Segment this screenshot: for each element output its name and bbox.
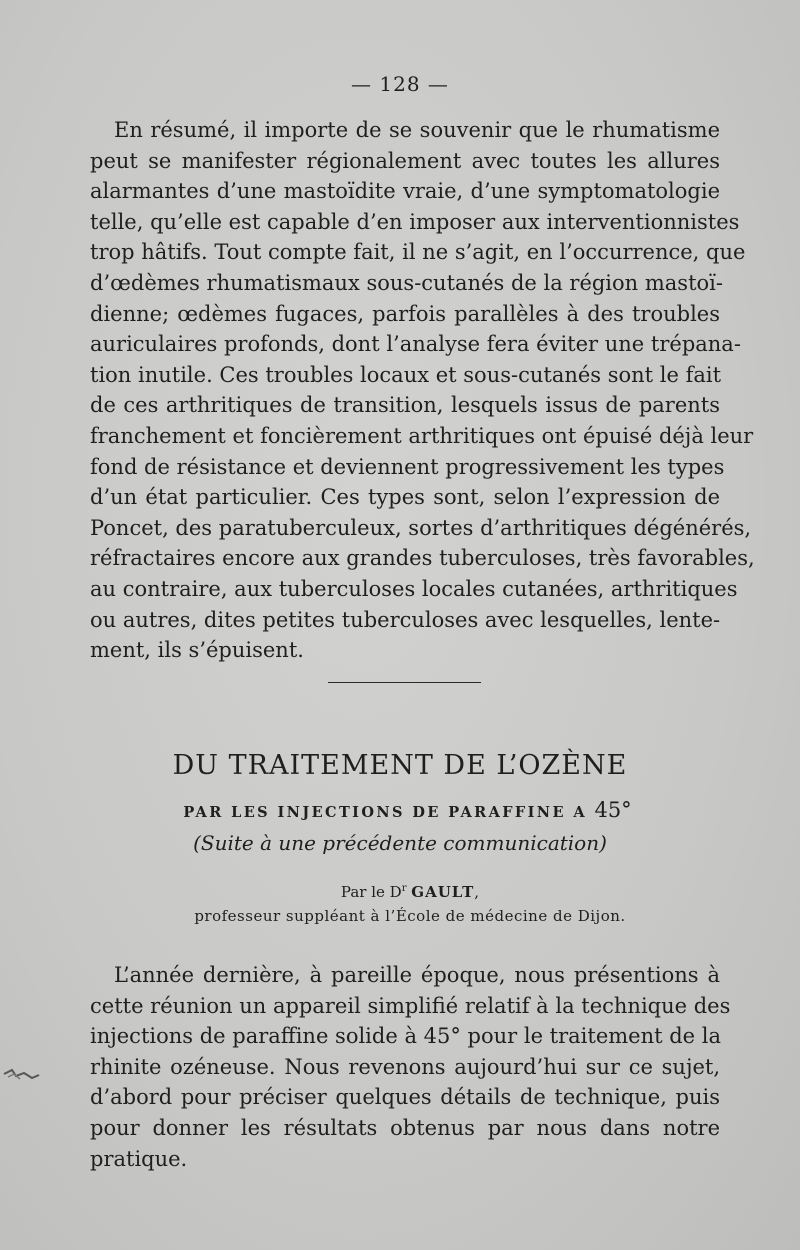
subtitle-text: PAR LES INJECTIONS DE PARAFFINE A: [183, 804, 587, 821]
text-line: de ces arthritiques de transition, lesquels issus de parents: [90, 393, 720, 418]
text-line: d’un état particulier. Ces types sont, selon l’expression de: [90, 485, 720, 510]
text-line: fond de résistance et deviennent progressivement les types: [90, 454, 725, 479]
text-line: d’œdèmes rhumatismaux sous-cutanés de la région mastoï-: [90, 270, 723, 295]
text-line: dienne; œdèmes fugaces, parfois parallèles à des troubles: [90, 301, 720, 326]
text-line: trop hâtifs. Tout compte fait, il ne s’agit, en l’occurrence, que: [90, 240, 746, 265]
text-line: tion inutile. Ces troubles locaux et sous-cutanés sont le fait: [90, 362, 722, 387]
section-divider: [328, 682, 481, 683]
author-line: [0, 883, 800, 901]
author-name: GAULT: [411, 883, 475, 901]
text-line: L’année dernière, à pareille époque, nous présentions à: [114, 963, 720, 987]
text-line: telle, qu’elle est capable d’en imposer aux interventionnistes: [90, 209, 740, 234]
text-line: peut se manifester régionalement avec toutes les allures: [90, 148, 720, 173]
paragraph-ozena-intro: [90, 960, 731, 1174]
author-affiliation: professeur suppléant à l’École de médecine de Dijon.: [194, 907, 626, 925]
article-title: DU TRAITEMENT DE L’OZÈNE: [172, 750, 628, 781]
page-number: — 128 —: [351, 72, 449, 96]
paragraph-rheumatism-summary: [90, 115, 755, 666]
text-line: cette réunion un appareil simplifié relatif à la technique des: [90, 993, 731, 1018]
text-line: pratique.: [90, 1146, 188, 1171]
text-line: ou autres, dites petites tuberculoses avec lesquelles, lente-: [90, 607, 721, 632]
text-line: réfractaires encore aux grandes tuberculoses, très favorables,: [90, 546, 755, 571]
text-line: au contraire, aux tuberculoses locales cutanées, arthritiques: [90, 576, 738, 601]
text-line: injections de paraffine solide à 45° pour le traitement de la: [90, 1024, 722, 1049]
article-note: (Suite à une précédente communication): [193, 831, 607, 855]
text-line: ment, ils s’épuisent.: [90, 638, 304, 663]
text-line: d’abord pour préciser quelques détails de technique, puis: [90, 1085, 720, 1110]
author-prefix: Par le D: [340, 883, 402, 901]
text-line: franchement et foncièrement arthritiques ont épuisé déjà leur: [90, 423, 754, 448]
text-line: pour donner les résultats obtenus par nous dans notre: [90, 1115, 720, 1140]
author-suffix: ,: [474, 883, 480, 901]
text-line: En résumé, il importe de se souvenir que le rhumatisme: [114, 118, 720, 142]
text-line: auriculaires profonds, dont l’analyse fera éviter une trépana-: [90, 332, 741, 357]
author-title-sup: r: [401, 883, 407, 894]
subtitle-temperature: 45°: [594, 798, 632, 822]
ink-smudge-mark: [2, 1062, 42, 1084]
text-line: alarmantes d’une mastoïdite vraie, d’une symptomatologie: [90, 179, 720, 204]
text-line: Poncet, des paratuberculeux, sortes d’arthritiques dégénérés,: [90, 515, 752, 540]
text-line: rhinite ozéneuse. Nous revenons aujourd’hui sur ce sujet,: [90, 1054, 720, 1079]
article-subtitle: [0, 798, 800, 822]
